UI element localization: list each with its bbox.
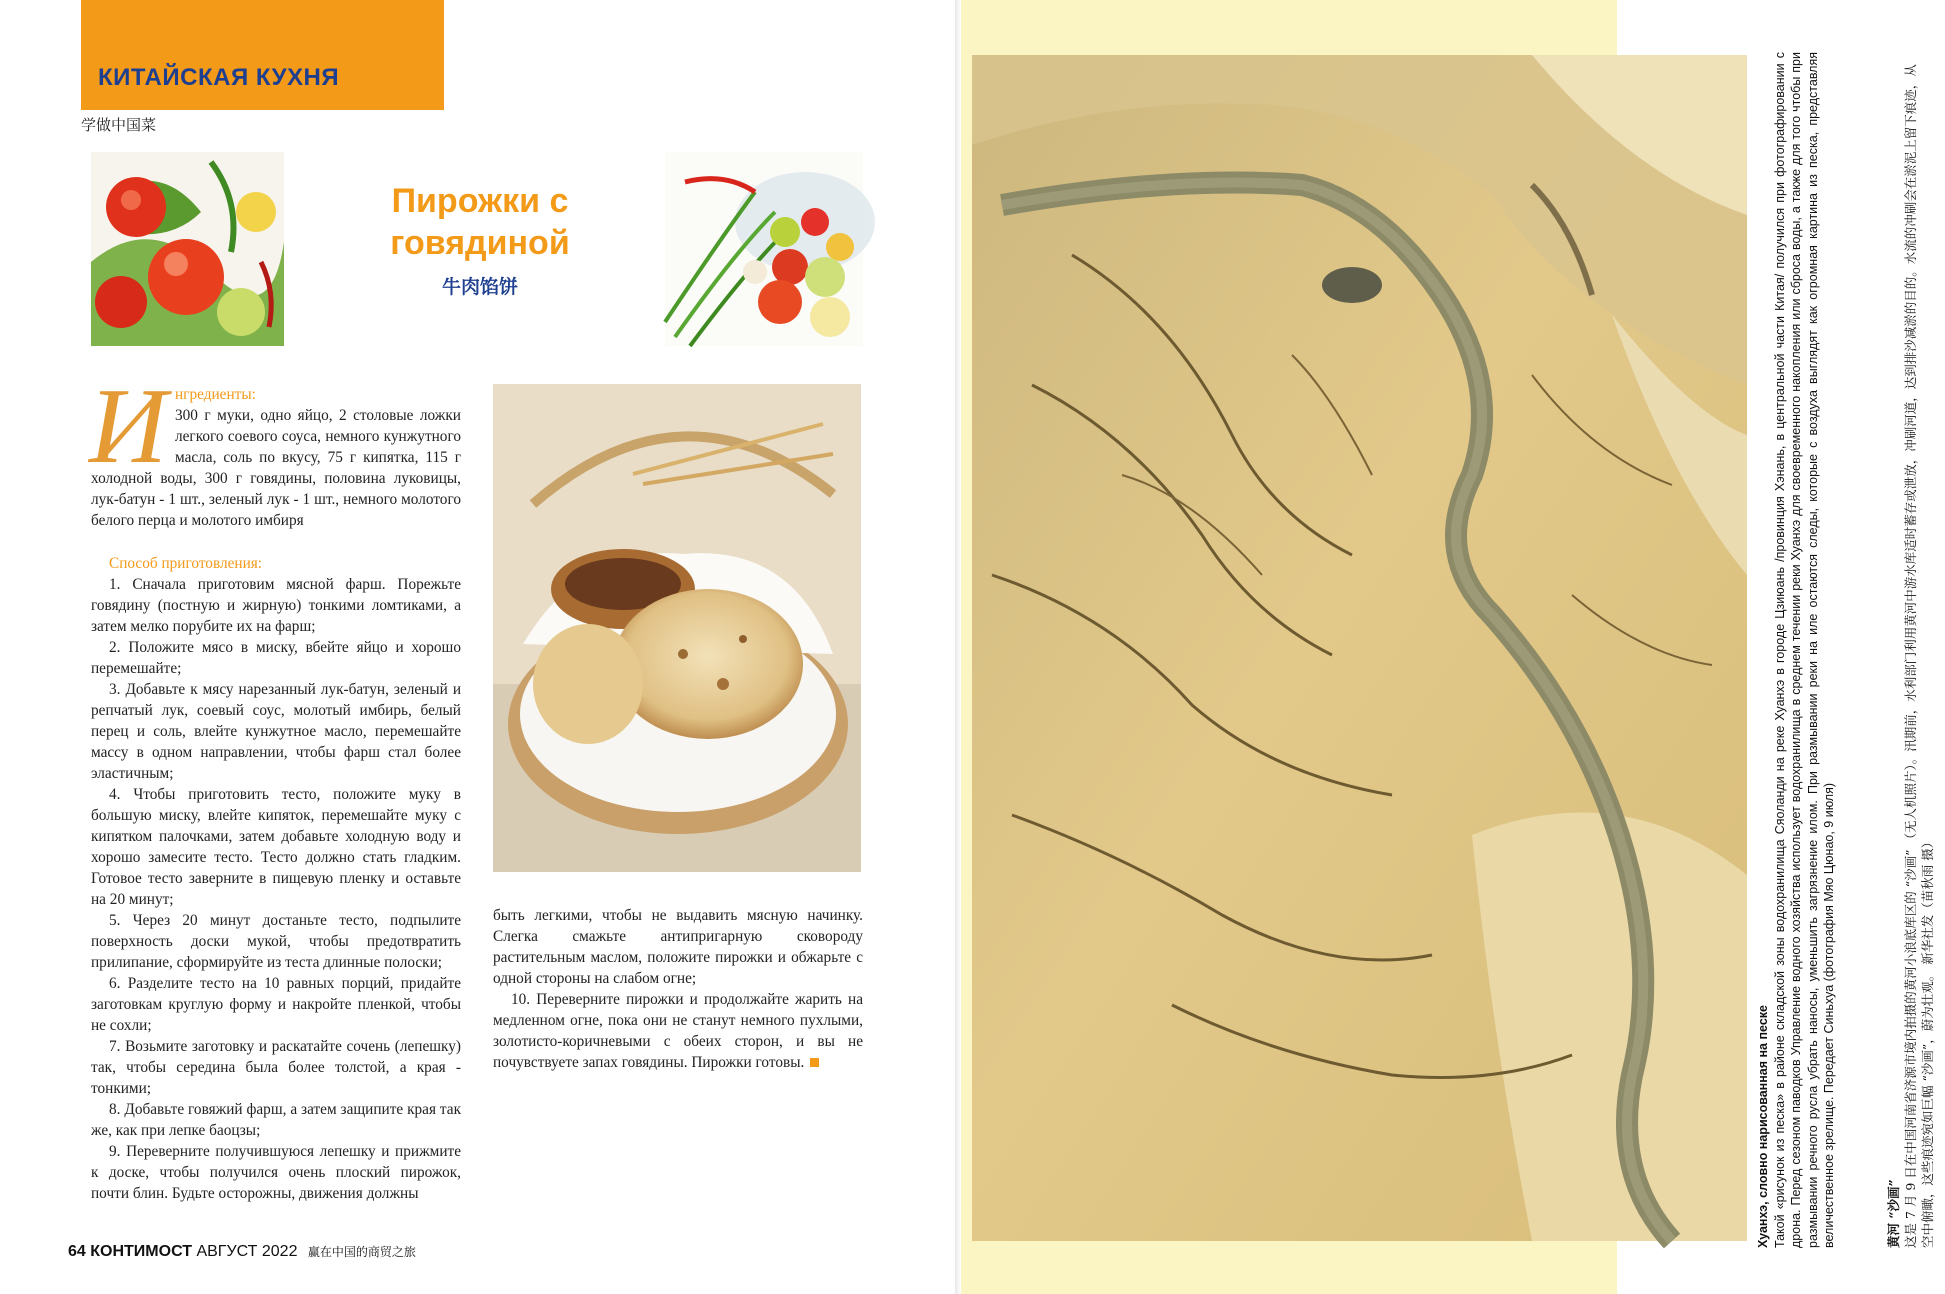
photo-caption-ru (1755, 52, 1873, 1248)
section-header-bar (81, 0, 444, 110)
recipe-step: 1. Сначала приготовим мясной фарш. Порежьте говядину (постную и жирную) тонкими ломтиками, а затем мелко порубите их на фарш; (91, 576, 461, 635)
recipe-step: 6. Разделите тесто на 10 равных порций, придайте заготовкам круглую форму и накройте пленкой, чтобы не сохли; (91, 975, 461, 1034)
recipe-step: 2. Положите мясо в миску, вбейте яйцо и хорошо перемешайте; (91, 639, 461, 677)
end-mark-icon (810, 1058, 819, 1067)
page-number: 64 (68, 1243, 86, 1260)
recipe-step: 8. Добавьте говяжий фарш, а затем защипите края так же, как при лепке баоцзы; (91, 1101, 461, 1139)
vegetables-photo-left (91, 152, 284, 346)
ingredients-heading: нгредиенты: (175, 386, 256, 403)
recipe-step: 5. Через 20 минут достаньте тесто, подпылите поверхность доски мукой, чтобы предотвратить прилипание, сформируйте из теста длинные полоски; (91, 912, 461, 971)
magazine-name: КОНТИМОСТ (90, 1243, 192, 1260)
aerial-river-photo (972, 55, 1747, 1241)
photo-caption-cn (1885, 52, 1945, 1248)
vegetables-photo-right (665, 152, 863, 346)
caption-heading-ru: Хуанхэ, словно нарисованная на песке (1756, 1005, 1770, 1248)
caption-text-ru: Такой «рисунок из песка» в районе складской зоны водохранилища Сяоланди на реке Хуанхэ в городе Цзиюань /провинция Хэнань, в центральной части Китая/ получился при фотографировании с дрона. Перед сезоном паводков Управление водного хозяйства использует водохранилища в среднем течении реки Хуанхэ для своевременного накопления или сброса воды, а также для того чтобы при размывании речного русла убрать наносы, уменьшить загрязнение илом. При размывании реки на иле остаются следы, которые с воздуха выглядят как огромная картина из песка, представляя величественное зрелище. Передает Синьхуа (фотография Мяо Цюнао, 9 июля) (1772, 52, 1836, 1248)
recipe-step: 9. Переверните получившуюся лепешку и прижмите к доске, чтобы получился очень плоский пирожок, почти блин. Будьте осторожны, движения должны (91, 1143, 461, 1202)
beef-pies-photo (493, 384, 861, 872)
method-heading: Способ приготовления: (109, 555, 263, 572)
dish-title-cn: 牛肉馅饼 (441, 276, 518, 298)
magazine-tagline-cn: 赢在中国的商贸之旅 (307, 1245, 416, 1259)
caption-text-cn: 这是 7 月 9 日在中国河南省济源市境内拍摄的黄河小浪底库区的 “沙画” （无人机照片）。汛期前，水利部门利用黄河中游水库适时蓄存或泄放，冲刷河道，达到排沙减淤的目的。水流的冲刷会在淤泥上留下痕迹，从空中俯瞰，这些痕迹宛如巨幅 “沙画”，蔚为壮观。 新华社发（苗秋雨 摄） (1903, 64, 1935, 1248)
recipe-column-2 (493, 905, 863, 1073)
recipe-column-1 (89, 367, 461, 1204)
ingredients-text: 300 г муки, одно яйцо, 2 столовые ложки легкого соевого соуса, немного кунжутного масла, соль по вкусу, 75 г кипятка, 115 г холодной воды, 300 г говядины, половина луковицы, лук-батун - 1 шт., зеленый лук - 1 шт., немного молотого белого перца и молотого имбиря (91, 407, 461, 529)
recipe-step: 4. Чтобы приготовить тесто, положите муку в большую миску, влейте кипяток, перемешайте муку с кипятком палочками, затем добавьте холодную воду и хорошо замесите тесто. Тесто должно стать гладким. Готовое тесто заверните в пищевую пленку и оставьте на 20 минут; (91, 786, 461, 908)
section-subtitle-cn: 学做中国菜 (81, 116, 157, 134)
caption-heading-cn: 黄河 “沙画” (1886, 1179, 1901, 1248)
page-folio (68, 1243, 416, 1261)
dish-title: Пирожки с говядиной (390, 182, 570, 262)
recipe-step: 7. Возьмите заготовку и раскатайте сочень (лепешку) так, чтобы середина была более толстой, а края - тонкими; (91, 1038, 461, 1097)
recipe-step-continuation: быть легкими, чтобы не выдавить мясную начинку. Слегка смажьте антипригарную сковороду растительным маслом, положите пирожки и обжарьте с одной стороны на слабом огне; (493, 907, 863, 987)
recipe-step: 3. Добавьте к мясу нарезанный лук-батун, зеленый и репчатый лук, соевый соус, молотый имбирь, белый перец и соль, влейте кунжутное масло, перемешайте массу в одном направлении, чтобы фарш стал более эластичным; (91, 681, 461, 782)
recipe-step: 10. Переверните пирожки и продолжайте жарить на медленном огне, пока они не станут немного пухлыми, золотисто-коричневыми с обеих сторон, и вы не почувствуете запах говядины. Пирожки готовы. (493, 991, 863, 1071)
issue-date: АВГУСТ 2022 (196, 1243, 298, 1260)
dropcap-letter: И (89, 367, 167, 486)
section-title: КИТАЙСКАЯ КУХНЯ (98, 64, 340, 91)
